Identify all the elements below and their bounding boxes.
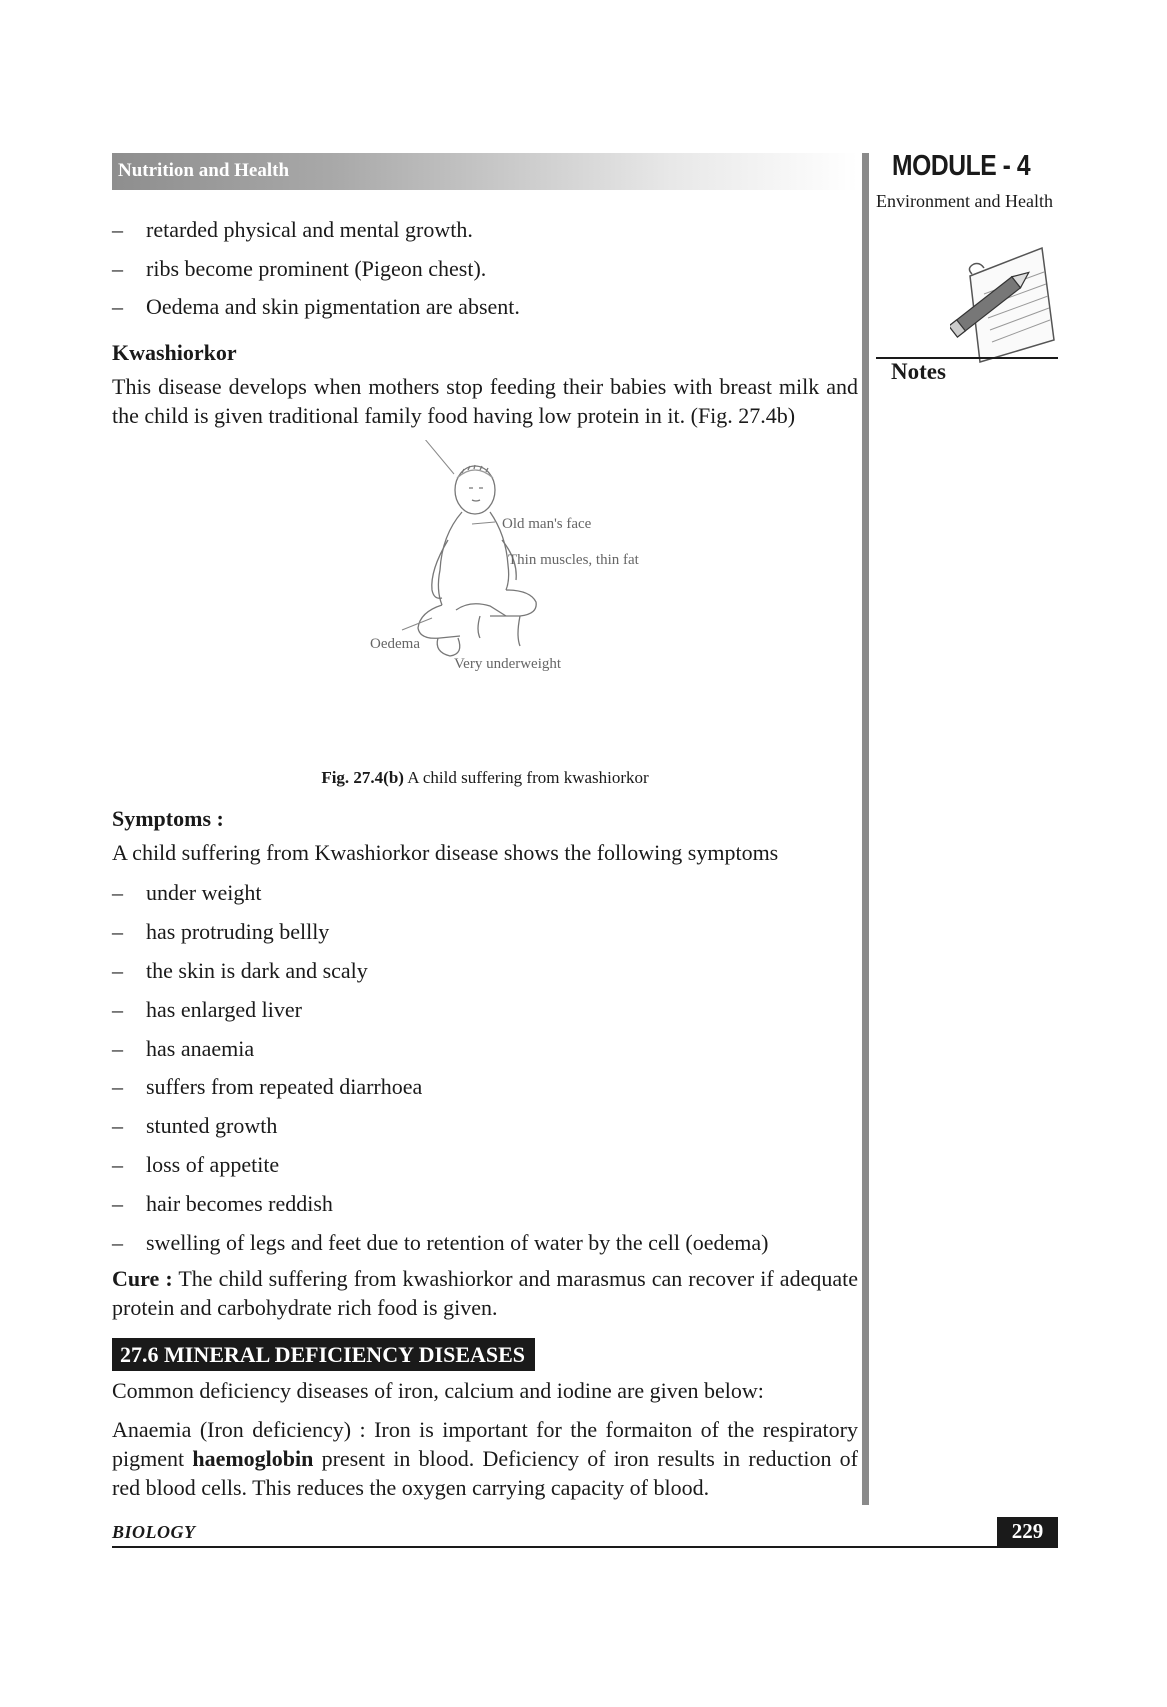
- symptoms-intro: A child suffering from Kwashiorkor disease shows the following symptoms: [112, 840, 779, 865]
- footer-subject: BIOLOGY: [112, 1522, 196, 1542]
- cure-paragraph: Cure : The child suffering from kwashiorkor and marasmus can recover if adequate protein and carbohydrate rich food is given.: [112, 1266, 858, 1320]
- page-number: 229: [997, 1517, 1058, 1547]
- footer-rule: [112, 1546, 1058, 1548]
- figure-caption: Fig. 27.4(b) A child suffering from kwashiorkor: [321, 768, 649, 787]
- kwashiorkor-heading: Kwashiorkor: [112, 340, 237, 365]
- symptoms-heading: Symptoms :: [112, 806, 224, 831]
- label-oedema: Oedema: [370, 636, 420, 652]
- kwashiorkor-paragraph: This disease develops when mothers stop feeding their babies with breast milk and the child is given traditional family food having low protein in it. (Fig. 27.4b): [112, 374, 858, 428]
- label-underweight: Very underweight: [454, 656, 562, 672]
- margin-divider: [862, 153, 869, 1505]
- section-title: Nutrition and Health: [118, 160, 290, 181]
- label-thin-muscles: Thin muscles, thin fat: [508, 552, 639, 568]
- notes-label: Notes: [891, 359, 946, 384]
- label-old-face: Old man's face: [502, 516, 592, 532]
- module-subtitle: Environment and Health: [876, 191, 1053, 211]
- kwashiorkor-figure: [330, 440, 710, 740]
- module-title: MODULE - 4: [892, 150, 1031, 182]
- section-heading: 27.6 MINERAL DEFICIENCY DISEASES: [112, 1338, 538, 1371]
- notepad-pencil-icon: [950, 244, 1060, 364]
- anaemia-paragraph: Anaemia (Iron deficiency) : Iron is important for the formaiton of the respiratory pigment haemoglobin present in blood. Deficiency of iron results in reduction of red blood cells. This reduces the oxygen carrying capacity of blood.: [112, 1417, 858, 1500]
- section-intro: Common deficiency diseases of iron, calcium and iodine are given below:: [112, 1378, 764, 1403]
- running-header: [112, 153, 858, 190]
